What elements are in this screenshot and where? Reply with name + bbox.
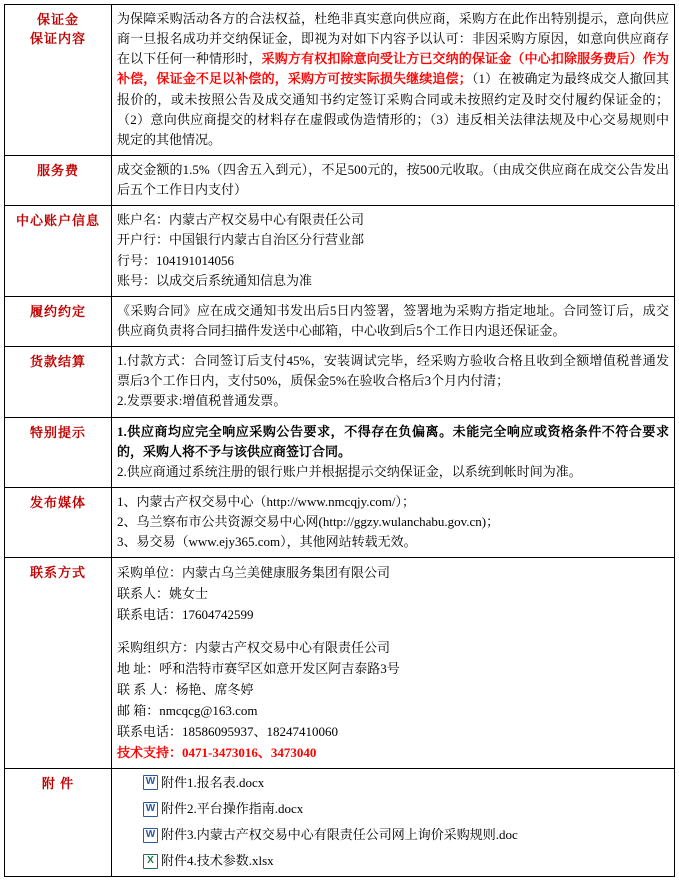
table-row	[5, 487, 675, 557]
guarantee-paragraph	[117, 9, 669, 150]
contact-buyer-phone: 联系电话：17604742599	[117, 607, 254, 623]
attachment-name[interactable]: 附件3.内蒙古产权交易中心有限责任公司网上询价采购规则.doc	[161, 827, 518, 843]
notice-line-1: 1.供应商均应完全响应采购公告要求，不得存在负偏离。未能完全响应或资格条件不符合要求的，采购人将不予与该供应商签订合同。	[117, 423, 669, 459]
table-row	[5, 5, 675, 156]
table-row	[5, 558, 675, 768]
word-doc-icon	[143, 828, 158, 843]
row-label-guarantee-line2: 保证内容	[29, 31, 86, 46]
row-content-account	[112, 206, 675, 297]
list-item[interactable]	[117, 773, 669, 793]
row-content-attachments	[112, 768, 675, 877]
contact-buyer-unit: 采购单位：内蒙古乌兰美健康服务集团有限公司	[117, 565, 391, 581]
guarantee-text-1: 为保障采购活动各方的合法权益，杜绝非真实意向供应商，采购方在此作出特别提示，意向供应商一旦报名成功并交纳保证金，即视为对如下内容予以认可：非因采购方原因，如意向供应商存在以下任何一种情形时，	[117, 11, 669, 67]
list-item[interactable]	[117, 799, 669, 819]
payment-line-1: 1.付款方式：合同签订后支付45%，安装调试完毕，经采购方验收合格且收到全额增值税普通发票后3个工作日内，支付50%，质保金5%在验收合格后3个月内付清；	[117, 353, 669, 389]
contact-email: 邮 箱：nmcqcg@163.com	[117, 702, 258, 718]
row-content-service-fee	[112, 155, 675, 205]
attachment-name[interactable]: 附件2.平台操作指南.docx	[161, 800, 304, 816]
account-name-line: 账户名：内蒙古产权交易中心有限责任公司	[117, 212, 365, 228]
table-row	[5, 347, 675, 417]
attachment-name[interactable]: 附件4.技术参数.xlsx	[161, 853, 274, 869]
list-item[interactable]	[117, 825, 669, 845]
row-content-contact	[112, 558, 675, 768]
notice-line-2: 2.供应商通过系统注册的银行账户并根据提示交纳保证金，以系统到帐时间为准。	[117, 463, 582, 479]
media-line-2: 2、乌兰察布市公共资源交易中心网(http://ggzy.wulanchabu.gov.cn)；	[117, 514, 500, 530]
guarantee-text-highlight: 采购方有权扣除意向受让方已交纳的保证金（中心扣除服务费后）作为补偿，保证金不足以补偿的，采购方可按实际损失继续追偿；	[117, 51, 669, 87]
row-content-contract	[112, 296, 675, 346]
account-number-line: 账号：以成交后系统通知信息为准	[117, 272, 313, 288]
row-label-contact: 联系方式	[5, 558, 112, 768]
row-content-guarantee	[112, 5, 675, 156]
table-row	[5, 768, 675, 877]
table-row	[5, 206, 675, 297]
row-content-media	[112, 487, 675, 557]
contact-organizer: 采购组织方：内蒙古产权交易中心有限责任公司	[117, 639, 391, 655]
service-fee-text: 成交金额的1.5%（四舍五入到元），不足500元的，按500元收取。（由成交供应商在成交公告发出后五个工作日内支付）	[117, 161, 669, 198]
table-row	[5, 296, 675, 346]
guarantee-text-2: （1）在被确定为最终成交人撤回其报价的，或未按照公告及成交通知书约定签订采购合同或未按照约定及时交付履约保证金的；（2）意向供应商提交的材料存在虚假或伪造情形的；（3）违反相关法律法规及中心交易规则中规定的其他情况。	[117, 71, 669, 147]
account-bank-line: 开户行：中国银行内蒙古自治区分行营业部	[117, 232, 365, 248]
row-label-account: 中心账户信息	[5, 206, 112, 297]
payment-line-2: 2.发票要求:增值税普通发票。	[117, 393, 287, 409]
account-bank-code-line: 行号：104191014056	[117, 252, 235, 268]
contact-address: 地 址：呼和浩特市赛罕区如意开发区阿吉泰路3号	[117, 660, 400, 676]
spacer	[117, 626, 669, 637]
word-doc-icon	[143, 775, 158, 790]
word-doc-icon	[143, 802, 158, 817]
row-label-guarantee	[5, 5, 112, 156]
row-label-contract: 履约约定	[5, 296, 112, 346]
row-label-guarantee-line1: 保证金	[36, 12, 79, 27]
row-content-payment	[112, 347, 675, 417]
row-label-payment: 货款结算	[5, 347, 112, 417]
contact-tech-support: 技术支持：0471-3473016、3473040	[117, 744, 317, 760]
contact-organizer-persons: 联 系 人：杨艳、席冬婷	[117, 681, 254, 697]
media-line-1: 1、内蒙古产权交易中心（http://www.nmcqjy.com/）；	[117, 493, 416, 509]
procurement-terms-table	[4, 4, 675, 877]
row-content-notice	[112, 417, 675, 487]
contact-organizer-phone: 联系电话：18586095937、18247410060	[117, 723, 339, 739]
row-label-notice: 特别提示	[5, 417, 112, 487]
row-label-media: 发布媒体	[5, 487, 112, 557]
row-label-attachments: 附 件	[5, 768, 112, 877]
contact-buyer-person: 联系人：姚女士	[117, 586, 209, 602]
contract-text: 《采购合同》应在成交通知书发出后5日内签署，签署地为采购方指定地址。合同签订后，成交供应商负责将合同扫描件发送中心邮箱，中心收到后5个工作日内退还保证金。	[117, 302, 669, 338]
media-line-3: 3、易交易（www.ejy365.com），其他网站转载无效。	[117, 534, 417, 550]
row-label-service-fee: 服务费	[5, 155, 112, 205]
excel-doc-icon	[143, 854, 158, 869]
attachment-name[interactable]: 附件1.报名表.docx	[161, 774, 265, 790]
table-row	[5, 155, 675, 205]
list-item[interactable]	[117, 851, 669, 871]
table-row	[5, 417, 675, 487]
